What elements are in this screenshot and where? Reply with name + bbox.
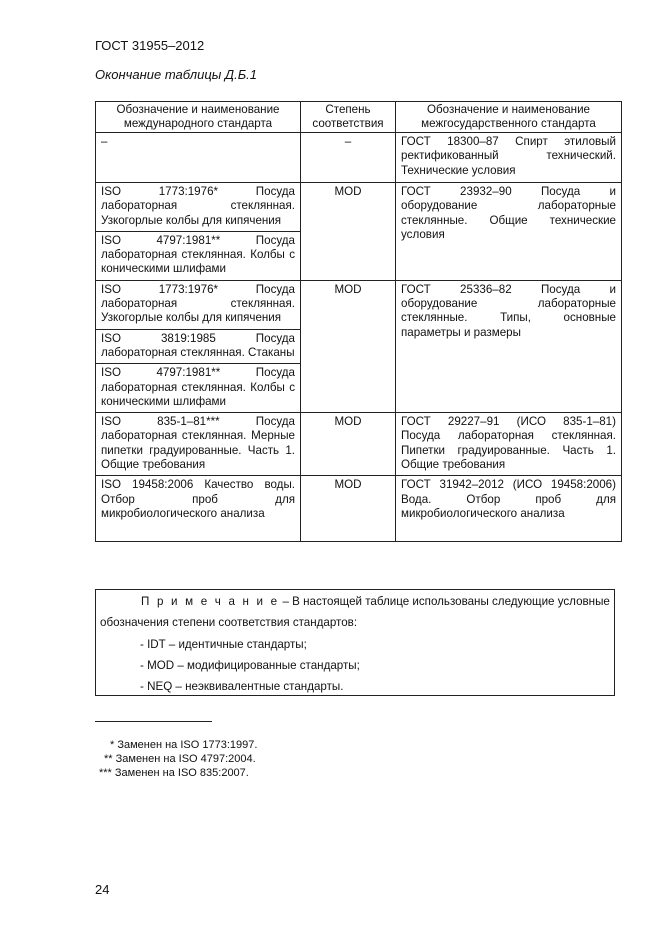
footnote-separator bbox=[95, 721, 212, 722]
cell-degree: MOD bbox=[301, 280, 396, 412]
header-degree: Степень соответствия bbox=[301, 102, 396, 133]
cell-degree: – bbox=[301, 133, 396, 183]
cell-international: ISO 1773:1976* Посуда лабораторная стеклянная. Узкогорлые колбы для кипячения bbox=[96, 183, 301, 232]
cell-interstate: ГОСТ 25336–82 Посуда и оборудование лабораторные стеклянные. Типы, основные параметры и размеры bbox=[396, 280, 622, 412]
note-lead: П р и м е ч а н и е bbox=[141, 595, 280, 608]
note-text: – В настоящей таблице использованы следующие условные bbox=[279, 595, 610, 608]
document-code: ГОСТ 31955–2012 bbox=[95, 38, 205, 53]
table-row bbox=[96, 476, 622, 542]
cell-international: ISO 1773:1976* Посуда лабораторная стеклянная. Узкогорлые колбы для кипячения bbox=[96, 280, 301, 329]
note-item-neq: - NEQ – неэквивалентные стандарты. bbox=[140, 680, 344, 693]
cell-interstate: ГОСТ 23932–90 Посуда и оборудование лабораторные стеклянные. Общие технические условия bbox=[396, 183, 622, 281]
table-header-row bbox=[96, 102, 622, 133]
cell-international: ISO 835-1–81*** Посуда лабораторная стеклянная. Мерные пипетки градуированные. Часть 1. Общие требования bbox=[96, 413, 301, 476]
cell-interstate: ГОСТ 29227–91 (ИСО 835-1–81) Посуда лабораторная стеклянная. Пипетки градуированные. Часть 1. Общие требования bbox=[396, 413, 622, 476]
cell-degree: MOD bbox=[301, 413, 396, 476]
note-second-line: обозначения степени соответствия стандартов: bbox=[100, 616, 358, 629]
footnote-3: *** Заменен на ISO 835:2007. bbox=[99, 767, 249, 779]
footnote-1: * Заменен на ISO 1773:1997. bbox=[110, 739, 258, 751]
note-item-mod: - MOD – модифицированные стандарты; bbox=[140, 659, 360, 672]
table-row bbox=[96, 183, 622, 232]
table-row bbox=[96, 280, 622, 329]
cell-international: ISO 4797:1981** Посуда лабораторная стеклянная. Колбы с коническими шлифами bbox=[96, 364, 301, 413]
table-row bbox=[96, 413, 622, 476]
cell-degree: MOD bbox=[301, 476, 396, 542]
cell-interstate: ГОСТ 31942–2012 (ИСО 19458:2006) Вода. Отбор проб для микробиологического анализа bbox=[396, 476, 622, 542]
cell-international: ISO 19458:2006 Качество воды. Отбор проб для микробиологического анализа bbox=[96, 476, 301, 542]
standards-table bbox=[95, 101, 622, 542]
cell-international: ISO 4797:1981** Посуда лабораторная стеклянная. Колбы с коническими шлифами bbox=[96, 231, 301, 280]
page-number: 24 bbox=[95, 882, 110, 897]
footnote-2: ** Заменен на ISO 4797:2004. bbox=[104, 753, 256, 765]
cell-degree: MOD bbox=[301, 183, 396, 281]
cell-international: ISO 3819:1985 Посуда лабораторная стеклянная. Стаканы bbox=[96, 329, 301, 364]
note-box bbox=[95, 589, 615, 696]
header-interstate: Обозначение и наименование межгосударственного стандарта bbox=[396, 102, 622, 133]
note-first-line bbox=[141, 595, 610, 608]
cell-interstate: ГОСТ 18300–87 Спирт этиловый ректификованный технический. Технические условия bbox=[396, 133, 622, 183]
cell-international: – bbox=[96, 133, 301, 183]
note-item-idt: - IDT – идентичные стандарты; bbox=[140, 638, 307, 651]
header-international: Обозначение и наименование международного стандарта bbox=[96, 102, 301, 133]
table-row bbox=[96, 133, 622, 183]
table-title: Окончание таблицы Д.Б.1 bbox=[95, 67, 257, 82]
